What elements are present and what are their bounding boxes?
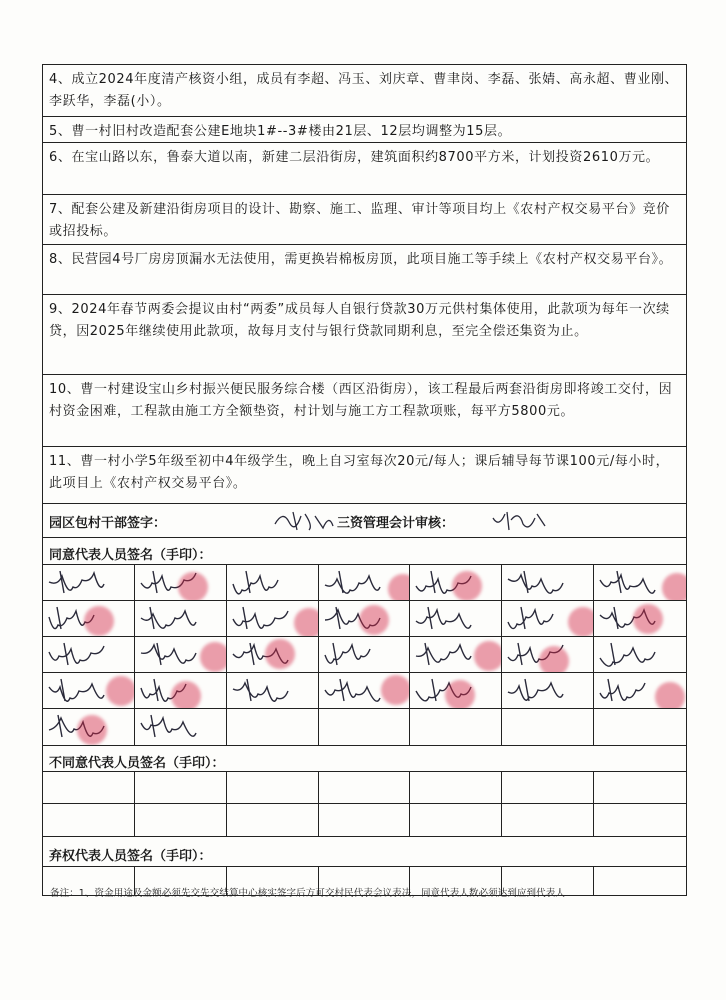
handwritten-signature	[502, 673, 592, 709]
resolution-item-11: 11、曹一村小学5年级至初中4年级学生，晚上自习室每次20元/每人；课后辅导每节课100元/每小时，此项目上《农村产权交易平台》。	[43, 447, 686, 504]
signature-cell	[227, 601, 319, 637]
park-cadre-signature-label: 园区包村干部签字：	[49, 516, 167, 531]
signature-cell	[502, 601, 594, 637]
red-thumbprint-seal	[655, 682, 685, 709]
resolution-item-10: 10、曹一村建设宝山乡村振兴便民服务综合楼（西区沿街房），该工程最后两套沿街房即将竣工交付，因村资金困难，工程款由施工方全额垫资，村计划与施工方工程款项账，每平方5800元。	[43, 375, 686, 447]
red-thumbprint-seal	[178, 572, 208, 601]
disagree-section-title: 不同意代表人员签名（手印）：	[43, 745, 686, 771]
signature-cell	[410, 565, 502, 601]
red-thumbprint-seal	[388, 574, 411, 601]
signature-cell	[135, 772, 227, 804]
signature-cell	[227, 772, 319, 804]
signature-cell	[319, 637, 411, 673]
signature-cell	[227, 709, 319, 745]
signature-cell	[43, 673, 135, 709]
signature-cell	[43, 637, 135, 673]
signature-cell	[502, 709, 594, 745]
signature-cell	[43, 772, 135, 804]
red-thumbprint-seal	[77, 715, 107, 745]
red-thumbprint-seal	[539, 646, 569, 673]
handwritten-signature	[319, 637, 409, 673]
abstain-section-title: 弃权代表人员签名（手印）：	[43, 836, 686, 866]
handwritten-signature	[594, 637, 684, 673]
signature-cell	[502, 804, 594, 836]
handwritten-signature	[502, 565, 592, 601]
red-thumbprint-seal	[200, 642, 227, 672]
signature-cell	[502, 565, 594, 601]
signature-cell	[135, 673, 227, 709]
handwritten-signature	[227, 673, 317, 709]
signature-cell	[410, 601, 502, 637]
signature-cell	[319, 772, 411, 804]
signature-cell	[43, 565, 135, 601]
agree-section-title: 同意代表人员签名（手印）：	[49, 548, 212, 563]
resolution-item-9: 9、2024年春节两委会提议由村“两委”成员每人自银行贷款30万元供村集体使用，此款项为每年一次续贷，因2025年继续使用此款项，故每月支付与银行贷款同期利息，至完全偿还集资为止。	[43, 295, 686, 375]
signature-cell	[135, 709, 227, 745]
signature-cell	[43, 804, 135, 836]
signature-cell	[502, 772, 594, 804]
signature-cell	[594, 637, 686, 673]
meeting-resolution-form	[42, 64, 687, 896]
resolution-item-4: 4、成立2024年度清产核资小组，成员有李超、冯玉、刘庆章、曹聿岗、李磊、张婧、高永超、曹业刚、李跃华，李磊(小）。	[43, 65, 686, 117]
signature-cell	[135, 637, 227, 673]
red-thumbprint-seal	[84, 606, 114, 636]
red-thumbprint-seal	[474, 641, 502, 671]
signature-cell	[227, 637, 319, 673]
footnote: 备注：1、资金用途及金额必须先交先交结算中心核实签字后方可交村民代表会议表决，同意代表人数必须达到应到代表人	[50, 888, 565, 899]
red-thumbprint-seal	[633, 604, 663, 634]
red-thumbprint-seal	[106, 676, 135, 706]
signature-cell	[135, 565, 227, 601]
resolution-item-6: 6、在宝山路以东，鲁泰大道以南，新建二层沿街房，建筑面积约8700平方米，计划投资2610万元。	[43, 143, 686, 195]
handwritten-signature	[227, 565, 317, 601]
park-cadre-handwritten-signature	[271, 506, 337, 534]
resolution-item-8: 8、民营园4号厂房房顶漏水无法使用，需更换岩棉板房顶，此项目施工等手续上《农村产权交易平台》。	[43, 245, 686, 295]
red-thumbprint-seal	[171, 681, 201, 709]
resolution-item-7: 7、配套公建及新建沿街房项目的设计、勘察、施工、监理、审计等项目均上《农村产权交易平台》竞价或招投标。	[43, 195, 686, 245]
signature-cell	[227, 673, 319, 709]
handwritten-signature	[135, 709, 225, 745]
signature-cell	[319, 565, 411, 601]
red-thumbprint-seal	[381, 675, 411, 705]
signature-cell	[319, 673, 411, 709]
accountant-handwritten-signature	[489, 506, 549, 534]
signature-cell	[135, 601, 227, 637]
red-thumbprint-seal	[568, 607, 594, 637]
signature-cell	[594, 804, 686, 836]
signature-cell	[43, 709, 135, 745]
signature-cell	[319, 804, 411, 836]
signature-cell	[319, 601, 411, 637]
red-thumbprint-seal	[662, 573, 686, 601]
red-thumbprint-seal	[294, 608, 319, 637]
signature-cell	[410, 804, 502, 836]
signature-cell	[594, 772, 686, 804]
agree-signature-grid	[43, 564, 686, 745]
signature-cell	[227, 565, 319, 601]
handwritten-signature	[43, 637, 133, 673]
signature-cell	[594, 673, 686, 709]
handwritten-signature	[43, 565, 133, 601]
signature-cell	[502, 673, 594, 709]
signature-cell	[135, 804, 227, 836]
signature-cell	[502, 637, 594, 673]
signature-cell	[227, 804, 319, 836]
signature-cell	[319, 709, 411, 745]
signature-cell	[410, 673, 502, 709]
signature-cell	[410, 637, 502, 673]
signature-cell	[594, 601, 686, 637]
handwritten-signature	[135, 601, 225, 637]
handwritten-signature	[410, 601, 500, 637]
signature-cell	[410, 772, 502, 804]
signature-cell	[594, 709, 686, 745]
signature-cell	[43, 601, 135, 637]
signature-cell	[410, 709, 502, 745]
red-thumbprint-seal	[445, 680, 475, 709]
resolution-item-5: 5、曹一村旧村改造配套公建E地块1#--3#楼由21层、12层均调整为15层。	[43, 117, 686, 143]
red-thumbprint-seal	[265, 639, 295, 669]
official-signature-row	[43, 504, 686, 538]
red-thumbprint-seal	[359, 605, 389, 635]
signature-cell	[594, 565, 686, 601]
disagree-signature-grid	[43, 771, 686, 836]
signature-cell	[594, 867, 686, 895]
accounting-review-label: 三资管理会计审核：	[337, 516, 455, 531]
